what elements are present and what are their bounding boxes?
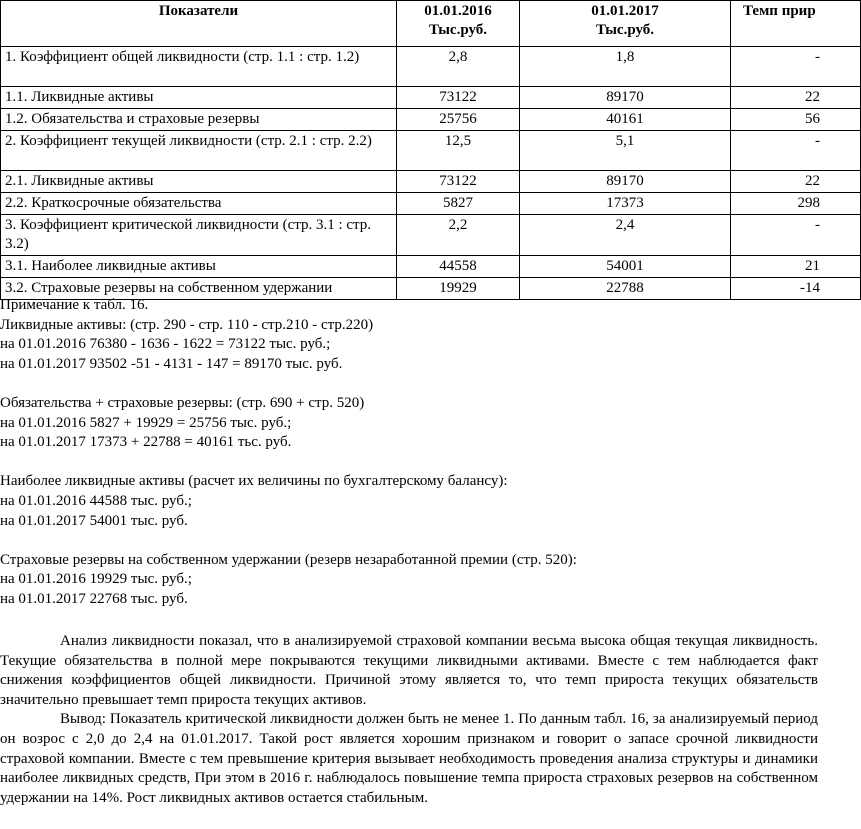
growth-rate: 56: [731, 109, 861, 131]
row-label: 1. Коэффициент общей ликвидности (стр. 1.1 : стр. 1.2): [1, 47, 397, 87]
value-2016: 12,5: [397, 131, 520, 171]
growth-rate: 298: [731, 193, 861, 215]
value-2016: 2,8: [397, 47, 520, 87]
liabilities-2017: на 01.01.2017 17373 + 22788 = 40161 тьс. руб.: [0, 434, 292, 451]
analysis-section: [0, 632, 818, 808]
row-label: 2. Коэффициент текущей ликвидности (стр. 2.1 : стр. 2.2): [1, 131, 397, 171]
row-label: 3.1. Наиболее ликвидные активы: [1, 256, 397, 278]
value-2017: 40161: [520, 109, 731, 131]
row-label: 2.1. Ликвидные активы: [1, 171, 397, 193]
value-2017: 54001: [520, 256, 731, 278]
most-liquid-formula: Наиболее ликвидные активы (расчет их величины по бухгалтерскому балансу):: [0, 473, 508, 490]
table-row: [1, 47, 861, 87]
liabilities-formula: Обязательства + страховые резервы: (стр. 690 + стр. 520): [0, 394, 365, 411]
table-row: [1, 171, 861, 193]
growth-rate: -: [731, 131, 861, 171]
growth-rate: 21: [731, 256, 861, 278]
row-label: 3. Коэффициент критической ликвидности (стр. 3.1 : стр. 3.2): [1, 215, 397, 256]
header-indicator: Показатели: [1, 1, 397, 47]
growth-rate: -: [731, 47, 861, 87]
value-2017: 89170: [520, 171, 731, 193]
table-row: [1, 109, 861, 131]
reserves-formula: Страховые резервы на собственном удержании (резерв незаработанной премии (стр. 520):: [0, 551, 577, 568]
table-row: [1, 215, 861, 256]
value-2016: 19929: [397, 278, 520, 300]
row-label: 1.2. Обязательства и страховые резервы: [1, 109, 397, 131]
value-2017: 89170: [520, 87, 731, 109]
reserves-2017: на 01.01.2017 22768 тыс. руб.: [0, 590, 188, 607]
header-2016: 01.01.2016 Тыс.руб.: [397, 1, 520, 47]
liquidity-table: [0, 0, 861, 300]
growth-rate: -14: [731, 278, 861, 300]
row-label: 1.1. Ликвидные активы: [1, 87, 397, 109]
growth-rate: -: [731, 215, 861, 256]
reserves-2016: на 01.01.2016 19929 тыс. руб.;: [0, 571, 192, 588]
value-2016: 73122: [397, 87, 520, 109]
value-2017: 22788: [520, 278, 731, 300]
value-2016: 25756: [397, 109, 520, 131]
value-2016: 2,2: [397, 215, 520, 256]
table-row: [1, 256, 861, 278]
liabilities-2016: на 01.01.2016 5827 + 19929 = 25756 тыс. руб.;: [0, 414, 292, 431]
conclusion-paragraph: Вывод: Показатель критической ликвидности должен быть не менее 1. По данным табл. 16, за анализируемый период он возрос с 2,0 до 2,4 на 01.01.2017. Такой рост является хорошим признаком и говорит о запасе срочной ликвидности страховой компании. Вместе с тем превышение критерия вызывает необходимость проведения анализа структуры и динамики наиболее ликвидных средств, При этом в 2016 г. наблюдалось повышение темпа прироста страховых резервов на собственном удержании на 14%. Рост ликвидных активов остается стабильным.: [0, 711, 818, 806]
analysis-paragraph: Анализ ликвидности показал, что в анализируемой страховой компании весьма высока общая текущая ликвидность. Текущие обязательства в полной мере покрываются текущими ликвидными активами. Вместе с тем наблюдается факт снижения коэффициентов общей ликвидности. Причиной этому является то, что темп прироста текущих обязательств значительно превышает темп прироста текущих активов.: [0, 633, 818, 708]
value-2016: 5827: [397, 193, 520, 215]
value-2017: 5,1: [520, 131, 731, 171]
value-2017: 1,8: [520, 47, 731, 87]
header-growth-rate: Темп прир: [731, 1, 861, 47]
table-row: [1, 87, 861, 109]
value-2016: 44558: [397, 256, 520, 278]
liquid-assets-formula: Ликвидные активы: (стр. 290 - стр. 110 - стр.210 - стр.220): [0, 316, 374, 333]
value-2017: 17373: [520, 193, 731, 215]
table-header-row: [1, 1, 861, 47]
liquid-assets-2017: на 01.01.2017 93502 -51 - 4131 - 147 = 89170 тыс. руб.: [0, 355, 343, 372]
header-2017: 01.01.2017 Тыс.руб.: [520, 1, 731, 47]
liquid-assets-2016: на 01.01.2016 76380 - 1636 - 1622 = 73122 тыс. руб.;: [0, 336, 331, 353]
value-2017: 2,4: [520, 215, 731, 256]
table-row: [1, 131, 861, 171]
most-liquid-2016: на 01.01.2016 44588 тыс. руб.;: [0, 492, 192, 509]
growth-rate: 22: [731, 87, 861, 109]
value-2016: 73122: [397, 171, 520, 193]
table-row: [1, 193, 861, 215]
notes-title: Примечание к табл. 16.: [0, 297, 149, 313]
row-label: 2.2. Краткосрочные обязательства: [1, 193, 397, 215]
row-label: 3.2. Страховые резервы на собственном удержании: [1, 278, 397, 300]
table-notes: [0, 296, 816, 610]
most-liquid-2017: на 01.01.2017 54001 тыс. руб.: [0, 512, 188, 529]
growth-rate: 22: [731, 171, 861, 193]
